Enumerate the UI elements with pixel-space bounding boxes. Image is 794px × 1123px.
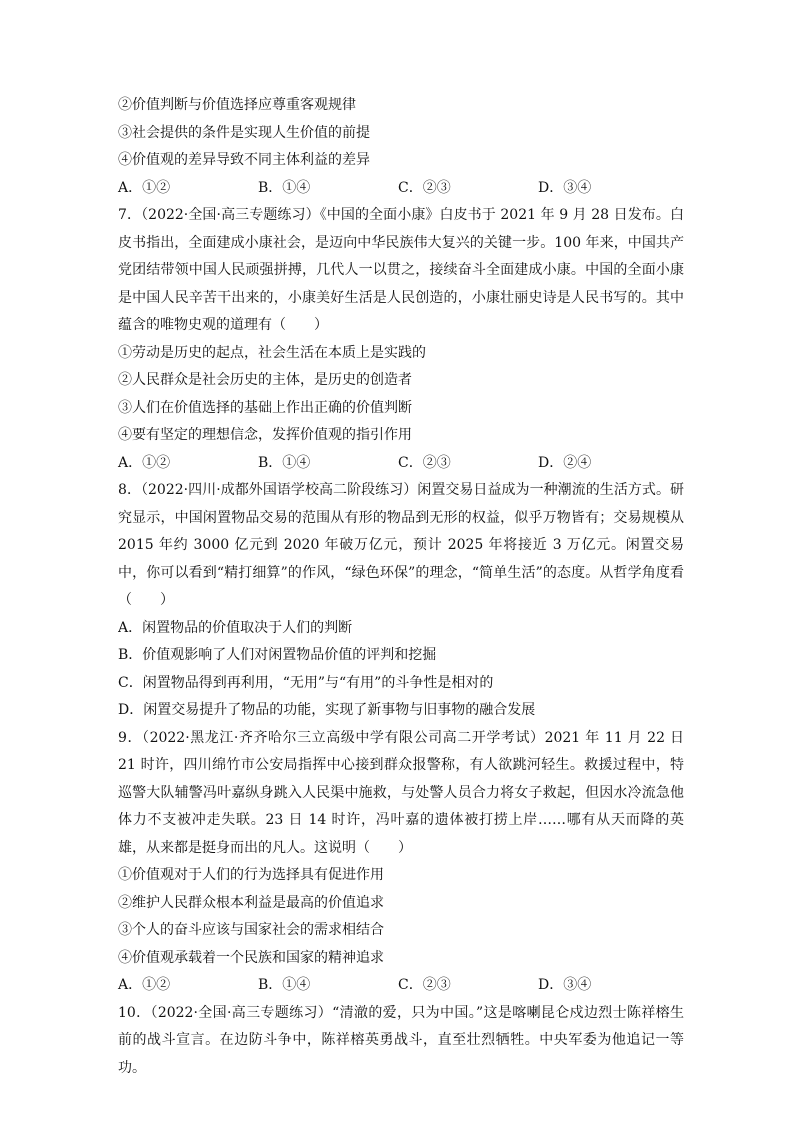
statement-line: ④要有坚定的理想信念，发挥价值观的指引作用 [118,427,412,443]
answer-options [118,450,684,478]
question-stem: 9．（2022·黑龙江·齐齐哈尔三立高级中学有限公司高二开学考试）2021 年 11 月 22 日 21 时许，四川绵竹市公安局指挥中心接到群众报警称，有人欲跳河轻生。救援过程中，特巡警大队辅警冯叶嘉纵身跳入人民渠中施救，与处警人员合力将女子救起，但因水冷流急他体力不支被冲走失联。23 日 14 时许，冯叶嘉的遗体被打捞上岸……哪有从天而降的英雄，从来都是挺身而出的凡人。这说明（ ） [118,729,684,856]
question-stem: 7．（2022·全国·高三专题练习）《中国的全面小康》白皮书于 2021 年 9 月 28 日发布。白皮书指出，全面建成小康社会，是迈向中华民族伟大复兴的关键一步。100 年来，中国共产党团结带领中国人民顽强拼搏，几代人一以贯之，接续奋斗全面建成小康。中国的全面小康是中国人民辛苦干出来的，小康美好生活是人民创造的，小康壮丽史诗是人民书写的。其中蕴含的唯物史观的道理有（ ） [118,207,684,333]
question-content [118,92,684,1082]
statement-line: ②人民群众是社会历史的主体，是历史的创造者 [118,372,412,388]
statement-line: ②价值判断与价值选择应尊重客观规律 [118,97,356,113]
answer-option: A．①② [118,179,171,196]
statement-line: D．闲置交易提升了物品的功能，实现了新事物与旧事物的融合发展 [118,702,536,718]
statement-line: ③社会提供的条件是实现人生价值的前提 [118,124,370,141]
answer-option: B．①④ [258,179,311,196]
answer-option: C．②③ [398,454,451,471]
answer-option: B．①④ [258,454,311,471]
answer-option: D．②④ [538,454,592,471]
statement-line: ③人们在价值选择的基础上作出正确的价值判断 [118,399,412,416]
answer-option: C．②③ [398,977,451,993]
statement-line: C．闲置物品得到再利用，“无用”与“有用”的斗争性是相对的 [118,674,494,691]
statement-line: ①价值观对于人们的行为选择具有促进作用 [118,867,384,883]
answer-option: D．③④ [538,179,592,196]
statement-line: ④价值观承载着一个民族和国家的精神追求 [118,949,384,966]
question-stem: 10．（2022·全国·高三专题练习）“清澈的爱，只为中国。”这是喀喇昆仑戍边烈士陈祥榕生前的战斗宣言。在边防斗争中，陈祥榕英勇战斗，直至壮烈牺牲。中央军委为他追记一等功。 [118,1004,684,1076]
statement-line: ④价值观的差异导致不同主体利益的差异 [118,152,370,168]
statement-line: ③个人的奋斗应该与国家社会的需求相结合 [118,922,384,938]
answer-option: B．①④ [258,977,311,993]
statement-line: ②维护人民群众根本利益是最高的价值追求 [118,894,384,911]
answer-options [118,972,684,1000]
question-stem: 8．（2022·四川·成都外国语学校高二阶段练习）闲置交易日益成为一种潮流的生活方式。研究显示，中国闲置物品交易的范围从有形的物品到无形的权益，似乎万物皆有；交易规模从 2015 年约 3000 亿元到 2020 年破万亿元，预计 2025 年将接近 3 万亿元。闲置交易中，你可以看到“精打细算”的作风，“绿色环保”的理念，“简单生活”的态度。从哲学角度看（ ） [118,482,684,608]
statement-line: A．闲置物品的价值取决于人们的判断 [118,619,353,636]
answer-option: A．①② [118,454,171,471]
answer-options [118,175,684,203]
statement-line: B．价值观影响了人们对闲置物品价值的评判和挖掘 [118,647,437,663]
answer-option: A．①② [118,977,171,993]
answer-option: D．③④ [538,977,592,993]
answer-option: C．②③ [398,179,451,196]
statement-line: ①劳动是历史的起点，社会生活在本质上是实践的 [118,344,426,361]
